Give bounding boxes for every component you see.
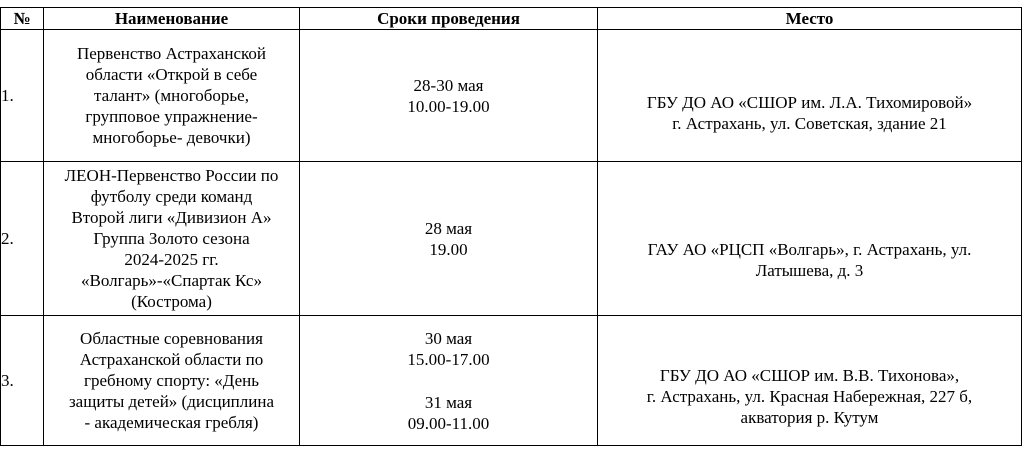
header-place: Место [598,8,1022,30]
event-time-line: 09.00-11.00 [407,413,490,433]
event-name [44,162,300,316]
table-header-row [1,8,1022,30]
table-row [1,30,1022,162]
event-place-line: Латышева, д. 3 [755,260,864,280]
row-number: 1. [1,30,44,162]
event-place-line: г. Астрахань, ул. Красная Набережная, 227 б, [646,386,973,406]
event-date-line: 28-30 мая [413,75,484,95]
date-spacer [300,370,597,392]
event-place [598,30,1022,162]
event-place-line: акватория р. Кутум [740,407,879,427]
event-name-line: гребному спорту: «День [83,371,260,390]
event-name-line: Группа Золото сезона [93,229,250,248]
event-dates [300,30,598,162]
event-name-line: 2024-2025 гг. [124,250,219,269]
event-name-line: ЛЕОН-Первенство России по [64,166,279,185]
event-name-line: Астраханской области по [79,350,264,369]
event-name [44,316,300,446]
event-name-line: многоборье- девочки) [92,128,251,147]
event-dates [300,316,598,446]
event-place-line: ГБУ ДО АО «СШОР им. В.В. Тихонова», [659,365,960,385]
table-row [1,316,1022,446]
event-name-line: защиты детей» (дисциплина [68,392,275,411]
header-num: № [1,8,44,30]
event-place-line: ГАУ АО «РЦСП «Волгарь», г. Астрахань, ул. [647,239,972,259]
event-place [598,162,1022,316]
event-place [598,316,1022,446]
event-dates [300,162,598,316]
event-name-line: групповое упражнение- [85,107,258,126]
event-place-line: ГБУ ДО АО «СШОР им. Л.А. Тихомировой» [646,92,973,112]
event-name-line: Первенство Астраханской [76,44,267,63]
event-name-line: талант» (многоборье, [94,86,249,105]
header-name: Наименование [44,8,300,30]
event-date-line: 30 мая [424,328,473,348]
event-date-line: 28 мая [424,218,473,238]
event-name-line: - академическая гребля) [84,413,259,432]
event-place-line: г. Астрахань, ул. Советская, здание 21 [672,113,947,133]
row-number: 2. [1,162,44,316]
table-row [1,162,1022,316]
event-name-line: Областные соревнования [80,329,263,348]
event-name-line: Второй лиги «Дивизион А» [71,208,272,227]
event-time-line: 19.00 [429,239,468,259]
event-time-line: 10.00-19.00 [407,96,490,116]
event-time-line: 15.00-17.00 [407,349,490,369]
event-name-line: области «Открой в себе [85,65,258,84]
row-number: 3. [1,316,44,446]
events-table [0,7,1022,446]
event-name-line: футболу среди команд [90,187,253,206]
event-name [44,30,300,162]
header-dates: Сроки проведения [300,8,598,30]
event-name-line: «Волгарь»-«Спартак Кс» [81,271,262,290]
event-date-line: 31 мая [424,392,473,412]
event-name-line: (Кострома) [131,292,212,311]
